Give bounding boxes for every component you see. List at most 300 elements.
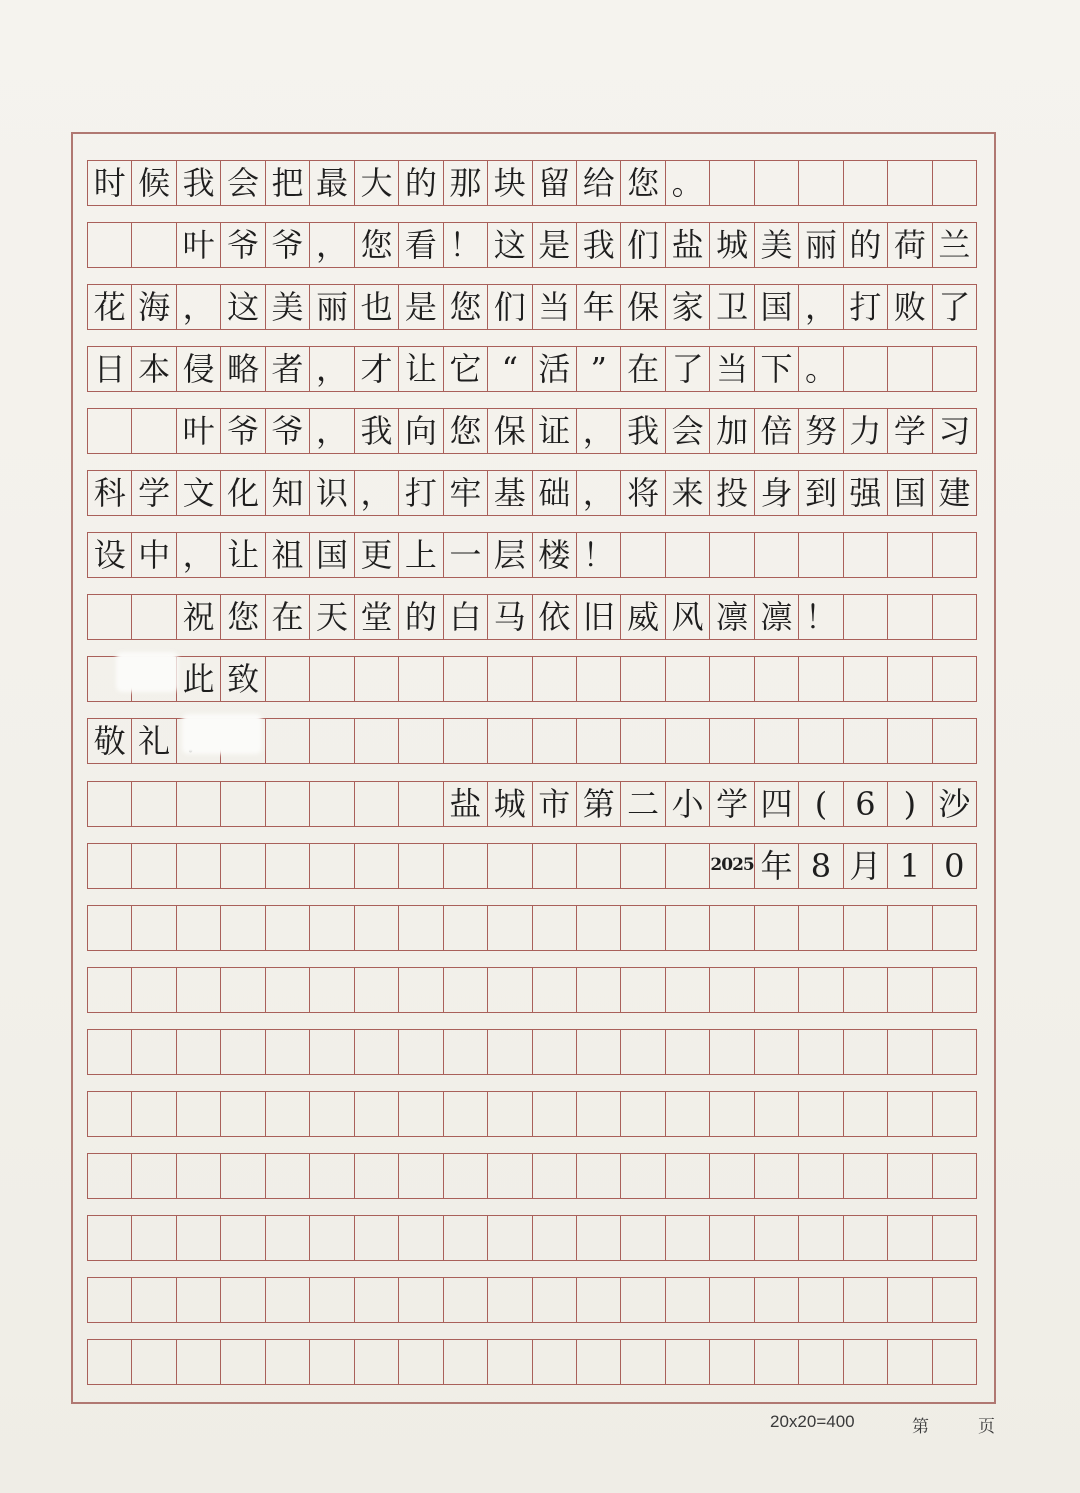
grid-cell <box>131 968 175 1012</box>
grid-cell <box>576 844 620 888</box>
grid-cell <box>620 844 664 888</box>
grid-cell: 牢 <box>443 471 487 515</box>
grid-cell <box>309 1278 353 1322</box>
grid-cell: 二 <box>620 782 664 826</box>
grid-cell <box>487 844 531 888</box>
grid-cell <box>88 1092 131 1136</box>
grid-cell: 美 <box>265 285 309 329</box>
grid-cell <box>220 1092 264 1136</box>
grid-cell <box>176 844 220 888</box>
grid-cell <box>354 1216 398 1260</box>
grid-cell <box>220 1216 264 1260</box>
grid-cell: 基 <box>487 471 531 515</box>
grid-cell: 一 <box>443 533 487 577</box>
grid-spec-label: 20x20=400 <box>770 1412 855 1431</box>
grid-cell: ) <box>887 782 931 826</box>
grid-cell: 它 <box>443 347 487 391</box>
grid-cell <box>131 782 175 826</box>
grid-cell <box>798 1216 842 1260</box>
grid-cell <box>798 1154 842 1198</box>
grid-cell <box>932 719 976 763</box>
grid-cell <box>398 968 442 1012</box>
grid-cell: 我 <box>576 223 620 267</box>
grid-cell <box>843 347 887 391</box>
grid-cell: 盐 <box>443 782 487 826</box>
grid-cell <box>532 906 576 950</box>
grid-cell: 在 <box>265 595 309 639</box>
grid-cell: 下 <box>754 347 798 391</box>
grid-cell <box>487 1030 531 1074</box>
grid-cell <box>398 719 442 763</box>
grid-cell: 留 <box>532 161 576 205</box>
grid-cell: ， <box>309 409 353 453</box>
grid-cell <box>576 1340 620 1384</box>
grid-cell <box>576 1216 620 1260</box>
grid-cell <box>620 1216 664 1260</box>
grid-row <box>87 1029 977 1075</box>
grid-cell <box>398 906 442 950</box>
grid-cell <box>398 1030 442 1074</box>
grid-cell <box>932 347 976 391</box>
grid-cell <box>309 1154 353 1198</box>
grid-cell: 败 <box>887 285 931 329</box>
grid-cell <box>620 533 664 577</box>
grid-cell <box>443 844 487 888</box>
grid-cell: 将 <box>620 471 664 515</box>
grid-cell <box>176 1340 220 1384</box>
grid-cell: 保 <box>620 285 664 329</box>
grid-cell: 学 <box>131 471 175 515</box>
grid-cell <box>532 1278 576 1322</box>
grid-cell <box>88 844 131 888</box>
grid-row <box>87 408 977 454</box>
grid-cell <box>843 906 887 950</box>
grid-cell <box>576 1030 620 1074</box>
grid-cell <box>443 1340 487 1384</box>
grid-cell <box>131 409 175 453</box>
grid-cell: 活 <box>532 347 576 391</box>
grid-row <box>87 1215 977 1261</box>
grid-cell: 更 <box>354 533 398 577</box>
grid-cell <box>932 533 976 577</box>
grid-cell <box>398 657 442 701</box>
grid-cell: 块 <box>487 161 531 205</box>
grid-cell <box>887 1216 931 1260</box>
grid-cell: 文 <box>176 471 220 515</box>
grid-cell <box>932 1030 976 1074</box>
grid-cell: 丽 <box>309 285 353 329</box>
grid-cell <box>309 782 353 826</box>
grid-cell <box>532 1340 576 1384</box>
grid-cell <box>709 906 753 950</box>
grid-cell: 沙 <box>932 782 976 826</box>
grid-cell <box>709 1216 753 1260</box>
grid-cell <box>665 968 709 1012</box>
grid-cell <box>887 1340 931 1384</box>
grid-cell: 科 <box>93 474 126 513</box>
grid-cell: 化 <box>220 471 264 515</box>
grid-cell <box>131 1340 175 1384</box>
grid-cell <box>709 1092 753 1136</box>
grid-cell: 白 <box>443 595 487 639</box>
grid-cell: 致 <box>220 657 264 701</box>
grid-cell: 礼 <box>131 719 175 763</box>
grid-cell: 保 <box>487 409 531 453</box>
grid-cell <box>932 1092 976 1136</box>
grid-cell: 旧 <box>576 595 620 639</box>
grid-cell <box>487 1216 531 1260</box>
grid-cell <box>265 782 309 826</box>
grid-cell <box>798 1030 842 1074</box>
grid-cell <box>532 657 576 701</box>
grid-cell: 您 <box>220 595 264 639</box>
grid-cell: 那 <box>443 161 487 205</box>
grid-cell <box>398 1278 442 1322</box>
grid-cell <box>265 1030 309 1074</box>
grid-cell: ， <box>309 347 353 391</box>
grid-cell: ， <box>798 285 842 329</box>
grid-cell: 识 <box>309 471 353 515</box>
grid-cell: ， <box>576 409 620 453</box>
grid-cell <box>620 1154 664 1198</box>
grid-cell <box>443 1030 487 1074</box>
grid-cell <box>754 719 798 763</box>
grid-cell <box>754 1154 798 1198</box>
grid-cell: 市 <box>532 782 576 826</box>
grid-cell: 我 <box>620 409 664 453</box>
grid-row <box>87 1277 977 1323</box>
grid-cell <box>798 161 842 205</box>
grid-cell: ， <box>176 533 220 577</box>
grid-cell <box>754 1278 798 1322</box>
grid-cell <box>620 1340 664 1384</box>
grid-cell <box>309 1092 353 1136</box>
grid-row <box>87 781 977 827</box>
grid-cell: 年 <box>576 285 620 329</box>
grid-cell: 在 <box>620 347 664 391</box>
grid-cell <box>932 1340 976 1384</box>
grid-cell: 1 <box>887 844 931 888</box>
grid-cell: 知 <box>265 471 309 515</box>
grid-cell: 了 <box>932 285 976 329</box>
grid-cell <box>709 161 753 205</box>
grid-cell <box>843 533 887 577</box>
grid-cell <box>532 1216 576 1260</box>
grid-cell: 建 <box>932 471 976 515</box>
grid-cell <box>843 968 887 1012</box>
grid-cell <box>665 1340 709 1384</box>
grid-cell <box>354 1030 398 1074</box>
grid-cell <box>665 1030 709 1074</box>
grid-cell <box>88 1278 131 1322</box>
grid-cell: 花 <box>93 288 126 327</box>
grid-cell <box>88 782 131 826</box>
grid-cell <box>754 906 798 950</box>
grid-cell: 这 <box>487 223 531 267</box>
grid-cell <box>665 1154 709 1198</box>
grid-cell <box>798 1278 842 1322</box>
grid-cell: 城 <box>487 782 531 826</box>
grid-cell <box>309 844 353 888</box>
grid-cell <box>754 1030 798 1074</box>
grid-cell <box>265 1278 309 1322</box>
grid-cell <box>443 1278 487 1322</box>
grid-cell: 会 <box>665 409 709 453</box>
grid-cell: 家 <box>665 285 709 329</box>
grid-cell: 国 <box>309 533 353 577</box>
grid-row <box>87 222 977 268</box>
grid-cell <box>932 657 976 701</box>
grid-cell <box>487 906 531 950</box>
grid-cell: 楼 <box>532 533 576 577</box>
grid-cell: 力 <box>843 409 887 453</box>
grid-cell <box>932 968 976 1012</box>
page-label-suffix: 页 <box>978 1417 995 1436</box>
grid-row <box>87 284 977 330</box>
grid-cell: 习 <box>932 409 976 453</box>
grid-cell <box>665 844 709 888</box>
grid-cell: 祝 <box>176 595 220 639</box>
grid-cell <box>576 1154 620 1198</box>
grid-cell <box>532 1154 576 1198</box>
grid-cell <box>843 657 887 701</box>
grid-cell: 6 <box>843 782 887 826</box>
grid-cell: 中 <box>131 533 175 577</box>
grid-cell <box>665 1278 709 1322</box>
grid-cell: 凛 <box>709 595 753 639</box>
grid-cell: 年 <box>754 844 798 888</box>
grid-cell: 的 <box>398 595 442 639</box>
grid-cell <box>487 1092 531 1136</box>
grid-cell <box>265 657 309 701</box>
grid-cell <box>798 533 842 577</box>
grid-cell <box>354 844 398 888</box>
grid-cell <box>309 1340 353 1384</box>
grid-cell: 才 <box>354 347 398 391</box>
grid-cell <box>265 719 309 763</box>
grid-cell: 向 <box>398 409 442 453</box>
grid-cell <box>532 844 576 888</box>
grid-cell: 凛 <box>754 595 798 639</box>
grid-cell <box>932 1154 976 1198</box>
grid-cell <box>798 968 842 1012</box>
grid-cell <box>220 906 264 950</box>
grid-cell <box>620 657 664 701</box>
grid-cell: 堂 <box>354 595 398 639</box>
grid-cell <box>665 657 709 701</box>
grid-cell <box>532 1092 576 1136</box>
grid-cell <box>620 1278 664 1322</box>
grid-cell <box>576 719 620 763</box>
grid-cell <box>88 906 131 950</box>
grid-cell: 丽 <box>798 223 842 267</box>
grid-cell: 城 <box>709 223 753 267</box>
grid-cell <box>176 1216 220 1260</box>
grid-cell: 学 <box>709 782 753 826</box>
grid-cell: 到 <box>798 471 842 515</box>
grid-cell <box>754 968 798 1012</box>
grid-cell: 让 <box>398 347 442 391</box>
grid-cell <box>665 719 709 763</box>
grid-cell <box>131 1092 175 1136</box>
grid-cell <box>709 657 753 701</box>
grid-cell <box>665 533 709 577</box>
grid-cell <box>220 782 264 826</box>
grid-cell <box>398 1340 442 1384</box>
grid-cell: 国 <box>754 285 798 329</box>
grid-cell <box>487 1340 531 1384</box>
grid-cell: 日 <box>93 350 126 389</box>
page-label-prefix: 第 <box>912 1417 929 1436</box>
correction-smudge <box>116 652 178 692</box>
grid-cell: 是 <box>532 223 576 267</box>
grid-cell: 把 <box>265 161 309 205</box>
grid-cell <box>398 1154 442 1198</box>
grid-cell <box>754 1092 798 1136</box>
grid-cell: ， <box>354 471 398 515</box>
grid-cell <box>354 719 398 763</box>
grid-cell: 四 <box>754 782 798 826</box>
grid-cell <box>354 968 398 1012</box>
grid-cell: 0 <box>932 844 976 888</box>
grid-cell: 叶 <box>176 409 220 453</box>
grid-cell: ” <box>576 347 620 391</box>
grid-cell <box>354 782 398 826</box>
grid-cell <box>576 1092 620 1136</box>
grid-cell <box>131 1216 175 1260</box>
grid-cell: 天 <box>309 595 353 639</box>
grid-cell <box>131 1278 175 1322</box>
grid-cell: 小 <box>665 782 709 826</box>
grid-cell <box>798 1340 842 1384</box>
grid-cell <box>665 1092 709 1136</box>
grid-cell: 也 <box>354 285 398 329</box>
grid-cell <box>131 1154 175 1198</box>
grid-cell: ！ <box>798 595 842 639</box>
grid-cell <box>709 533 753 577</box>
grid-cell <box>309 657 353 701</box>
grid-cell: 们 <box>487 285 531 329</box>
grid-cell <box>443 906 487 950</box>
grid-cell: 来 <box>665 471 709 515</box>
grid-cell: 了 <box>665 347 709 391</box>
grid-cell <box>843 1278 887 1322</box>
grid-cell: 打 <box>398 471 442 515</box>
grid-cell <box>88 223 131 267</box>
grid-cell: 这 <box>220 285 264 329</box>
grid-cell: 的 <box>398 161 442 205</box>
grid-cell <box>620 906 664 950</box>
grid-cell <box>798 1092 842 1136</box>
grid-cell <box>88 1340 131 1384</box>
grid-cell <box>709 1030 753 1074</box>
grid-cell <box>932 1216 976 1260</box>
grid-cell: 卫 <box>709 285 753 329</box>
grid-cell <box>131 223 175 267</box>
grid-cell: 叶 <box>176 223 220 267</box>
grid-cell: 侵 <box>176 347 220 391</box>
grid-cell <box>754 533 798 577</box>
grid-cell: 投 <box>709 471 753 515</box>
grid-cell <box>576 906 620 950</box>
grid-cell <box>131 844 175 888</box>
grid-row <box>87 160 977 206</box>
grid-cell: 您 <box>443 285 487 329</box>
grid-cell <box>843 1154 887 1198</box>
grid-cell <box>576 657 620 701</box>
grid-cell: ， <box>576 471 620 515</box>
grid-cell <box>220 1030 264 1074</box>
grid-cell <box>887 1278 931 1322</box>
grid-cell: 威 <box>620 595 664 639</box>
grid-cell: 最 <box>309 161 353 205</box>
grid-cell <box>843 1340 887 1384</box>
grid-cell <box>265 844 309 888</box>
grid-cell <box>487 657 531 701</box>
grid-cell: 证 <box>532 409 576 453</box>
grid-cell: 2025 <box>709 844 753 888</box>
grid-cell <box>354 657 398 701</box>
grid-cell: 是 <box>398 285 442 329</box>
grid-cell: ， <box>176 285 220 329</box>
grid-cell: 努 <box>798 409 842 453</box>
grid-cell <box>131 906 175 950</box>
grid-cell: 会 <box>220 161 264 205</box>
grid-cell <box>843 161 887 205</box>
grid-cell: 爷 <box>220 409 264 453</box>
grid-cell <box>620 1030 664 1074</box>
grid-cell <box>354 1092 398 1136</box>
grid-cell: 大 <box>354 161 398 205</box>
grid-cell <box>798 906 842 950</box>
grid-cell <box>220 968 264 1012</box>
grid-cell <box>709 1278 753 1322</box>
grid-row <box>87 346 977 392</box>
grid-cell <box>354 1154 398 1198</box>
grid-cell: 海 <box>131 285 175 329</box>
grid-cell <box>665 1216 709 1260</box>
grid-cell: 此 <box>176 657 220 701</box>
grid-cell <box>398 1092 442 1136</box>
grid-cell <box>309 1216 353 1260</box>
grid-cell: 月 <box>843 844 887 888</box>
grid-cell: 加 <box>709 409 753 453</box>
grid-cell <box>887 719 931 763</box>
grid-cell: 的 <box>843 223 887 267</box>
grid-cell: 强 <box>843 471 887 515</box>
grid-cell <box>88 1154 131 1198</box>
grid-cell: 国 <box>887 471 931 515</box>
grid-cell <box>265 1216 309 1260</box>
grid-row <box>87 1153 977 1199</box>
grid-row <box>87 656 977 702</box>
grid-cell: ！ <box>576 533 620 577</box>
grid-cell: 爷 <box>265 223 309 267</box>
grid-cell: 当 <box>709 347 753 391</box>
grid-cell <box>887 161 931 205</box>
grid-cell: 盐 <box>665 223 709 267</box>
grid-cell <box>265 1340 309 1384</box>
grid-row <box>87 470 977 516</box>
grid-cell <box>354 1278 398 1322</box>
grid-cell <box>88 409 131 453</box>
grid-cell: 设 <box>93 536 126 575</box>
grid-cell: 上 <box>398 533 442 577</box>
grid-cell <box>265 968 309 1012</box>
grid-cell: 爷 <box>265 409 309 453</box>
grid-cell <box>88 1216 131 1260</box>
grid-cell <box>709 1154 753 1198</box>
